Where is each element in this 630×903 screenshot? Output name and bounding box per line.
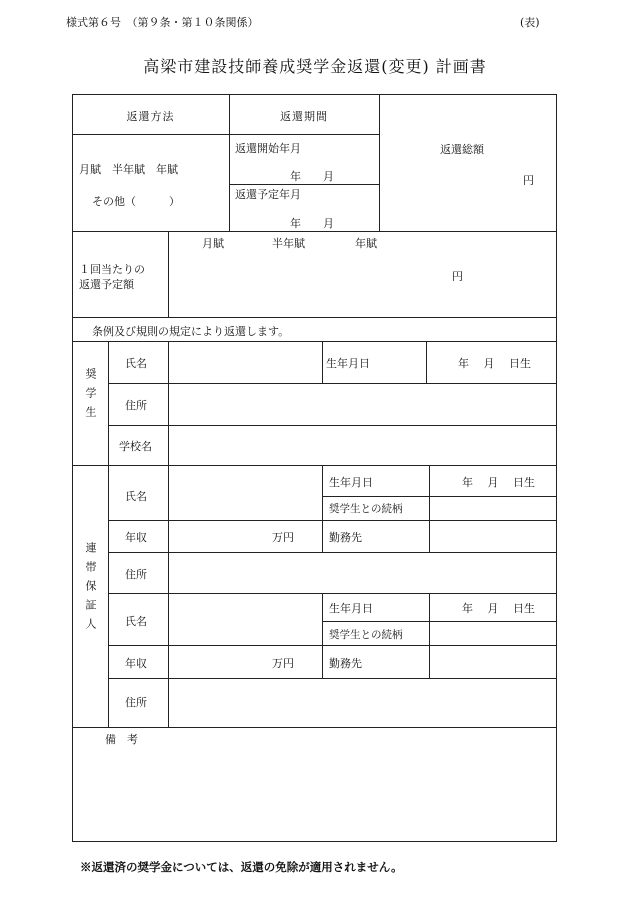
guarantor1-name-label: 氏名	[125, 490, 147, 503]
student-section-label: 奨学生	[84, 368, 97, 425]
student-address-label: 住所	[125, 399, 147, 412]
guarantor2-birth-label: 生年月日	[329, 602, 373, 615]
option-monthly: 月賦	[202, 237, 224, 250]
guarantor1-birth-value: 年 月 日生	[462, 476, 535, 489]
start-label: 返還開始年月	[235, 142, 301, 155]
total-label: 返還総額	[440, 143, 484, 156]
method-label: 返還方法	[126, 110, 175, 123]
remarks-label: 備 考	[105, 733, 138, 746]
per-payment-label-1: １回当たりの	[79, 263, 145, 276]
method-other: その他（ ）	[92, 195, 180, 208]
guarantor2-relation-label: 奨学生との続柄	[329, 629, 403, 641]
start-value: 年 月	[290, 170, 334, 183]
guarantor1-birth-label: 生年月日	[329, 476, 373, 489]
guarantor2-income-unit: 万円	[272, 657, 294, 670]
side-indicator: (表)	[520, 16, 540, 29]
declaration: 条例及び規則の規定により返還します。	[92, 325, 290, 338]
guarantor2-address-label: 住所	[125, 696, 147, 709]
page-title: 高梁市建設技師養成奨学金返還(変更) 計画書	[143, 57, 487, 76]
option-half-year: 半年賦	[272, 237, 305, 250]
guarantor2-name-label: 氏名	[125, 615, 147, 628]
guarantor-section-label: 連帯保証人	[84, 542, 97, 637]
end-label: 返還予定年月	[235, 188, 301, 201]
total-yen: 円	[523, 174, 534, 187]
guarantor1-relation-label: 奨学生との続柄	[329, 503, 403, 515]
student-birth-value: 年 月 日生	[458, 357, 531, 370]
end-value: 年 月	[290, 217, 334, 230]
guarantor1-address-label: 住所	[125, 568, 147, 581]
student-name-label: 氏名	[125, 357, 147, 370]
period-label: 返還期間	[280, 110, 328, 123]
guarantor2-workplace-label: 勤務先	[329, 657, 362, 670]
guarantor2-birth-value: 年 月 日生	[462, 602, 535, 615]
method-options: 月賦 半年賦 年賦	[79, 163, 178, 176]
guarantor1-income-label: 年収	[125, 531, 147, 544]
guarantor2-income-label: 年収	[125, 657, 147, 670]
guarantor1-income-unit: 万円	[272, 531, 294, 544]
guarantor1-workplace-label: 勤務先	[329, 531, 362, 544]
option-yearly: 年賦	[355, 237, 377, 250]
per-payment-label-2: 返還予定額	[79, 278, 134, 291]
footer-note: ※返還済の奨学金については、返還の免除が適用されません。	[80, 860, 403, 874]
form-number: 様式第６号 （第９条・第１０条関係）	[66, 16, 259, 29]
student-birth-label: 生年月日	[326, 357, 370, 370]
per-payment-yen: 円	[452, 270, 463, 283]
student-school-label: 学校名	[119, 440, 152, 453]
